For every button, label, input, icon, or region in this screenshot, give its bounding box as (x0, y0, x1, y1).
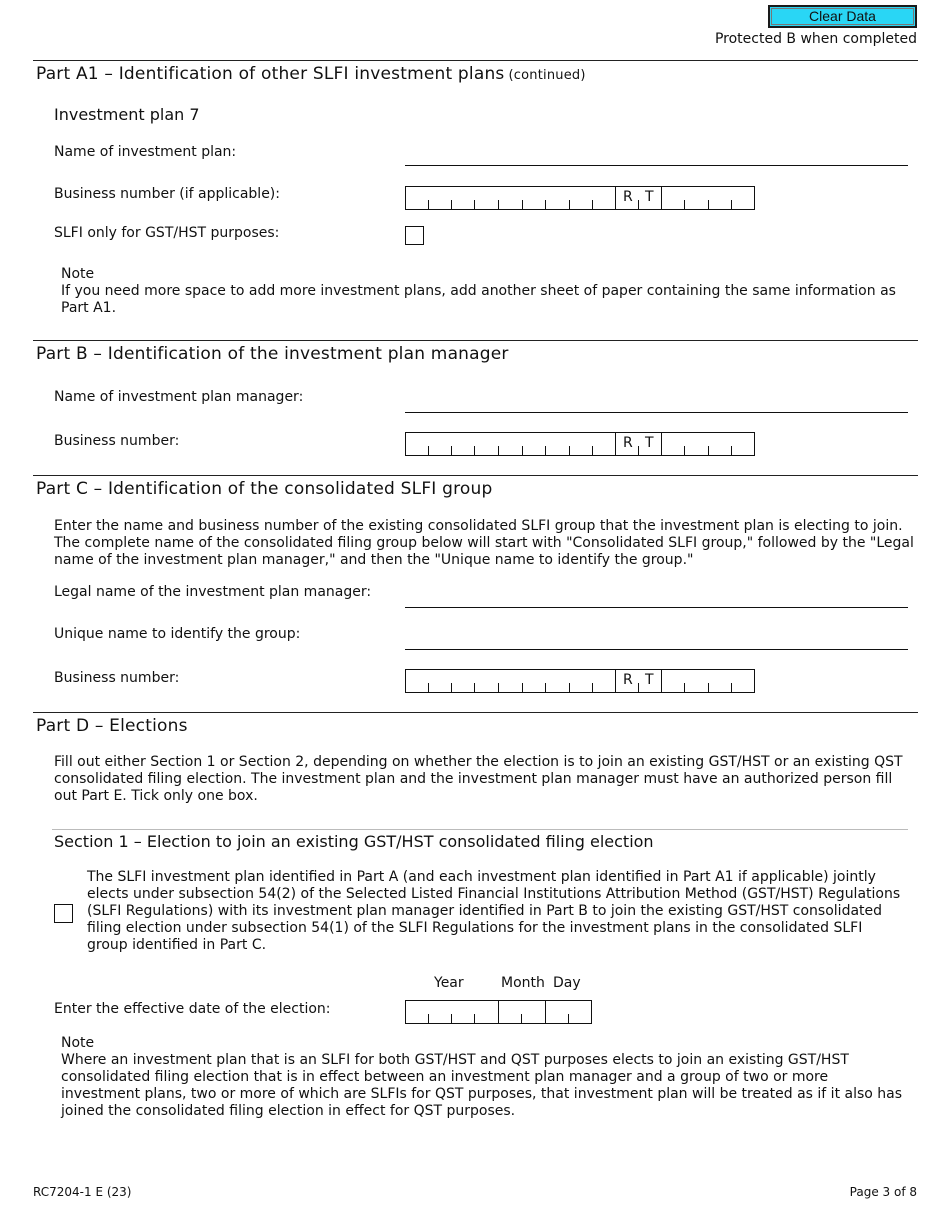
bn-tick (498, 200, 499, 209)
unique-name-input[interactable] (405, 628, 908, 650)
divider (33, 712, 918, 713)
bn-tick (569, 200, 570, 209)
part-c-intro: Enter the name and business number of the existing consolidated SLFI group that the investment plan is electing to join. The complete name of the consolidated filing group below will start with "Consolidated SLFI group," followed by the "Legal name of the investment plan manager," and then the "Unique name to identify the group." (54, 518, 914, 568)
bn-tick (638, 683, 639, 692)
manager-bn-label: Business number: (54, 433, 180, 449)
day-label: Day (553, 975, 581, 991)
date-tick (474, 1014, 475, 1023)
slfi-only-label: SLFI only for GST/HST purposes: (54, 225, 280, 241)
part-d-note (61, 1035, 911, 1120)
bn-tick (708, 683, 709, 692)
bn-tick (474, 683, 475, 692)
bn-tick (428, 446, 429, 455)
plan-bn-label: Business number (if applicable): (54, 186, 280, 202)
bn-tick (545, 683, 546, 692)
part-a1-continued: (continued) (508, 68, 586, 83)
plan-bn-field[interactable] (405, 186, 755, 210)
bn-tick (731, 683, 732, 692)
protected-notice: Protected B when completed (714, 31, 917, 47)
date-tick (521, 1014, 522, 1023)
bn-tick (545, 446, 546, 455)
bn-separator (615, 432, 616, 455)
note-title: Note (61, 266, 95, 282)
date-separator (498, 1000, 499, 1023)
year-label: Year (434, 975, 464, 991)
part-d-intro: Fill out either Section 1 or Section 2, depending on whether the election is to join an existing GST/HST or an existing QST consolidated filing election. The investment plan and the investment plan manager must have an authorized person fill out Part E. Tick only one box. (54, 754, 903, 804)
plan-name-input[interactable] (405, 144, 908, 166)
note-text: Where an investment plan that is an SLFI for both GST/HST and QST purposes elects to join an existing GST/HST consolidated filing election that is in effect between an investment plan manager and a group of two or more investment plans, two or more of which are SLFIs for QST purposes, that investment plan will be treated as if it also has joined the consolidated filing election in effect for QST purposes. (61, 1052, 903, 1119)
date-tick (428, 1014, 429, 1023)
form-id: RC7204-1 E (23) (33, 1185, 132, 1199)
part-a1-title-text: Part A1 – Identification of other SLFI investment plans (36, 64, 505, 84)
bn-tick (569, 683, 570, 692)
legal-name-label: Legal name of the investment plan manager: (54, 584, 372, 600)
bn-tick (684, 200, 685, 209)
bn-tick (638, 446, 639, 455)
bn-tick (592, 683, 593, 692)
bn-separator (661, 432, 662, 455)
bn-tick (498, 446, 499, 455)
bn-t-letter: T (645, 672, 654, 688)
bn-tick (708, 200, 709, 209)
bn-tick (522, 200, 523, 209)
bn-tick (451, 446, 452, 455)
bn-separator (661, 186, 662, 209)
date-separator (545, 1000, 546, 1023)
part-a1-title (36, 64, 586, 84)
divider (33, 340, 918, 341)
group-bn-field[interactable] (405, 669, 755, 693)
date-tick (451, 1014, 452, 1023)
date-tick (568, 1014, 569, 1023)
bn-tick (522, 683, 523, 692)
part-a1-note (61, 266, 921, 317)
bn-t-letter: T (645, 435, 654, 451)
page-number: Page 3 of 8 (849, 1185, 917, 1199)
bn-tick (428, 200, 429, 209)
section1-text: The SLFI investment plan identified in Part A (and each investment plan identified in Part A1 if applicable) jointly elects under subsection 54(2) of the Selected Listed Financial Institutions Attribution Method (GST/HST) Regulations (SLFI Regulations) with its investment plan manager identified in Part B to join the existing GST/HST consolidated filing election under subsection 54(1) of the SLFI Regulations for the investment plans in the consolidated SLFI group identified in Part C. (87, 869, 901, 953)
bn-tick (592, 200, 593, 209)
bn-r-letter: R (623, 435, 633, 451)
legal-name-input[interactable] (405, 586, 908, 608)
manager-name-input[interactable] (405, 391, 908, 413)
bn-tick (708, 446, 709, 455)
bn-separator (615, 186, 616, 209)
bn-tick (451, 683, 452, 692)
bn-tick (731, 200, 732, 209)
part-d-title: Part D – Elections (36, 716, 188, 736)
bn-tick (522, 446, 523, 455)
bn-tick (428, 683, 429, 692)
bn-r-letter: R (623, 189, 633, 205)
plan-name-label: Name of investment plan: (54, 144, 237, 160)
bn-r-letter: R (623, 672, 633, 688)
bn-tick (638, 200, 639, 209)
section1-checkbox[interactable] (54, 904, 73, 923)
bn-tick (451, 200, 452, 209)
group-bn-label: Business number: (54, 670, 180, 686)
part-c-title: Part C – Identification of the consolidated SLFI group (36, 479, 493, 499)
bn-tick (684, 683, 685, 692)
manager-name-label: Name of investment plan manager: (54, 389, 304, 405)
bn-separator (615, 669, 616, 692)
note-title: Note (61, 1035, 95, 1051)
bn-tick (731, 446, 732, 455)
section-divider (52, 829, 908, 830)
bn-tick (474, 200, 475, 209)
divider (33, 475, 918, 476)
bn-tick (498, 683, 499, 692)
divider (33, 60, 918, 61)
note-text: If you need more space to add more investment plans, add another sheet of paper containing the same information as Part A1. (61, 283, 896, 316)
bn-tick (545, 200, 546, 209)
effective-date-label: Enter the effective date of the election: (54, 1001, 331, 1017)
slfi-only-checkbox[interactable] (405, 226, 424, 245)
effective-date-field[interactable] (405, 1000, 592, 1024)
unique-name-label: Unique name to identify the group: (54, 626, 301, 642)
bn-t-letter: T (645, 189, 654, 205)
investment-plan-heading: Investment plan 7 (54, 105, 200, 124)
month-label: Month (501, 975, 545, 991)
manager-bn-field[interactable] (405, 432, 755, 456)
bn-tick (474, 446, 475, 455)
section1-title: Section 1 – Election to join an existing GST/HST consolidated filing election (54, 832, 654, 851)
clear-data-button[interactable]: Clear Data (768, 5, 917, 28)
bn-separator (661, 669, 662, 692)
bn-tick (569, 446, 570, 455)
part-b-title: Part B – Identification of the investment plan manager (36, 344, 509, 364)
bn-tick (592, 446, 593, 455)
bn-tick (684, 446, 685, 455)
